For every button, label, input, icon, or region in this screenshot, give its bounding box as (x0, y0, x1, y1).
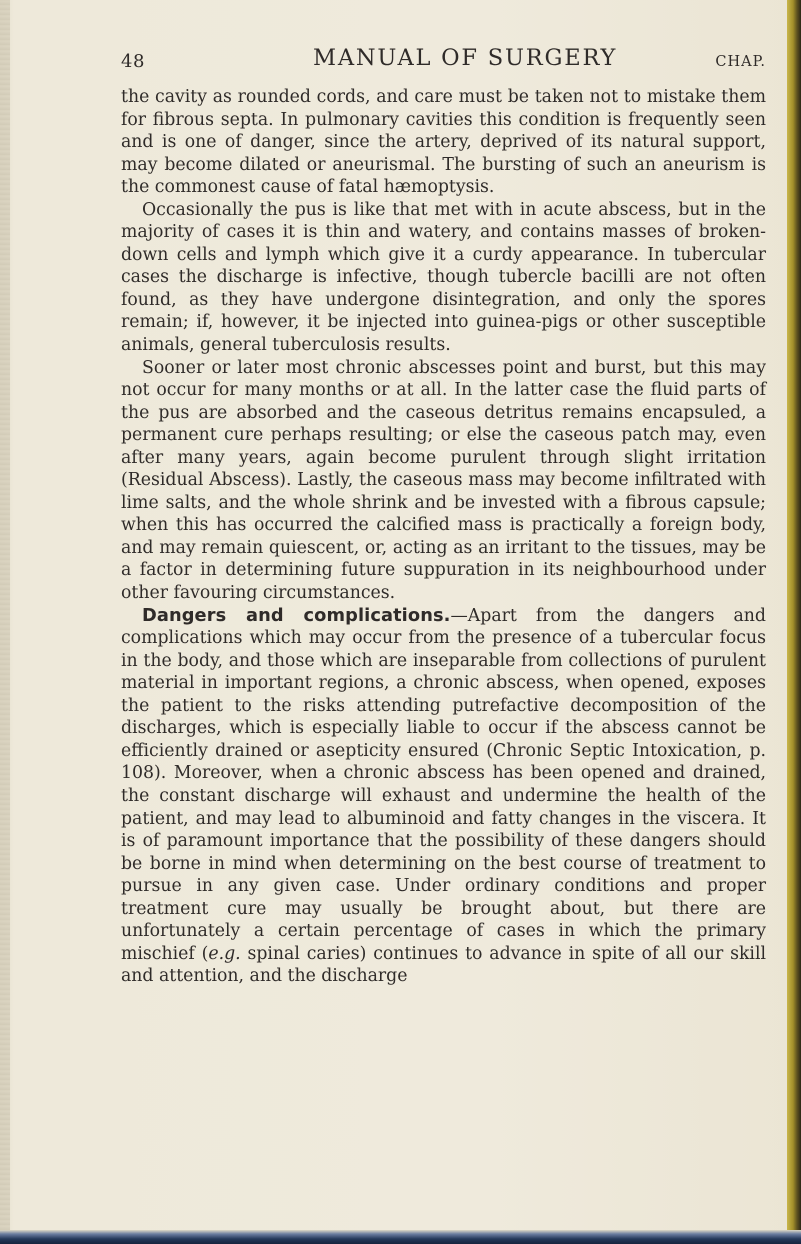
page-gutter-shadow (0, 0, 10, 1244)
running-title: MANUAL OF SURGERY (313, 45, 618, 71)
page-edge-right (787, 0, 801, 1244)
body-text (121, 86, 766, 988)
paragraph-4 (121, 605, 766, 988)
paragraph-1: the cavity as rounded cords, and care must be taken not to mistake them for fibrous septa. In pulmonary cavities this condition is frequently seen and is one of danger, since the artery, deprived of its natural support, may become dilated or aneurismal. The bursting of such an aneurism is the commonest cause of fatal hæmoptysis. (121, 87, 766, 198)
paragraph-4-italic: e.g. (208, 943, 241, 964)
page-edge-bottom (0, 1230, 801, 1244)
page-number: 48 (121, 51, 145, 72)
section-heading: Dangers and complications. (142, 604, 451, 626)
paragraph-4-end: spinal caries) continues to advance in spite of all our skill and attention, and the discharge (121, 943, 766, 987)
running-header (121, 45, 766, 83)
paragraph-3: Sooner or later most chronic abscesses point and burst, but this may not occur for many months or at all. In the latter case the fluid parts of the pus are absorbed and the caseous detritus remains encapsuled, a permanent cure perhaps resulting; or else the caseous patch may, even after many years, again become purulent through slight irritation (Residual Abscess). Lastly, the caseous mass may become infiltrated with lime salts, and the whole shrink and be invested with a fibrous capsule; when this has occurred the calcified mass is practically a foreign body, and may remain quiescent, or, acting as an irritant to the tissues, may be a factor in determining future suppuration in its neighbourhood under other favouring circumstances. (121, 357, 766, 604)
paragraph-2: Occasionally the pus is like that met with in acute abscess, but in the majority of cases it is thin and watery, and contains masses of broken-down cells and lymph which give it a curdy appearance. In tubercular cases the discharge is infective, though tubercle bacilli are not often found, as they have undergone disintegration, and only the spores remain; if, however, it be injected into guinea-pigs or other susceptible animals, general tuberculosis results. (121, 199, 766, 356)
chapter-label: CHAP. (715, 54, 766, 70)
paragraph-4-text: —Apart from the dangers and complications which may occur from the presence of a tubercular focus in the body, and those which are inseparable from collections of purulent material in important regions, a chronic abscess, when opened, exposes the patient to the risks attending putrefactive decomposition of the discharges, which is especially liable to occur if the abscess cannot be efficiently drained or asepticity ensured (Chronic Septic Intoxication, p. 108). Moreover, when a chronic abscess has been opened and drained, the constant discharge will exhaust and undermine the health of the patient, and may lead to albuminoid and fatty changes in the viscera. It is of paramount importance that the possibility of these dangers should be borne in mind when determining on the best course of treatment to pursue in any given case. Under ordinary conditions and proper treatment cure may usually be brought about, but there are unfortunately a certain percentage of cases in which the primary mischief ( (121, 605, 766, 964)
